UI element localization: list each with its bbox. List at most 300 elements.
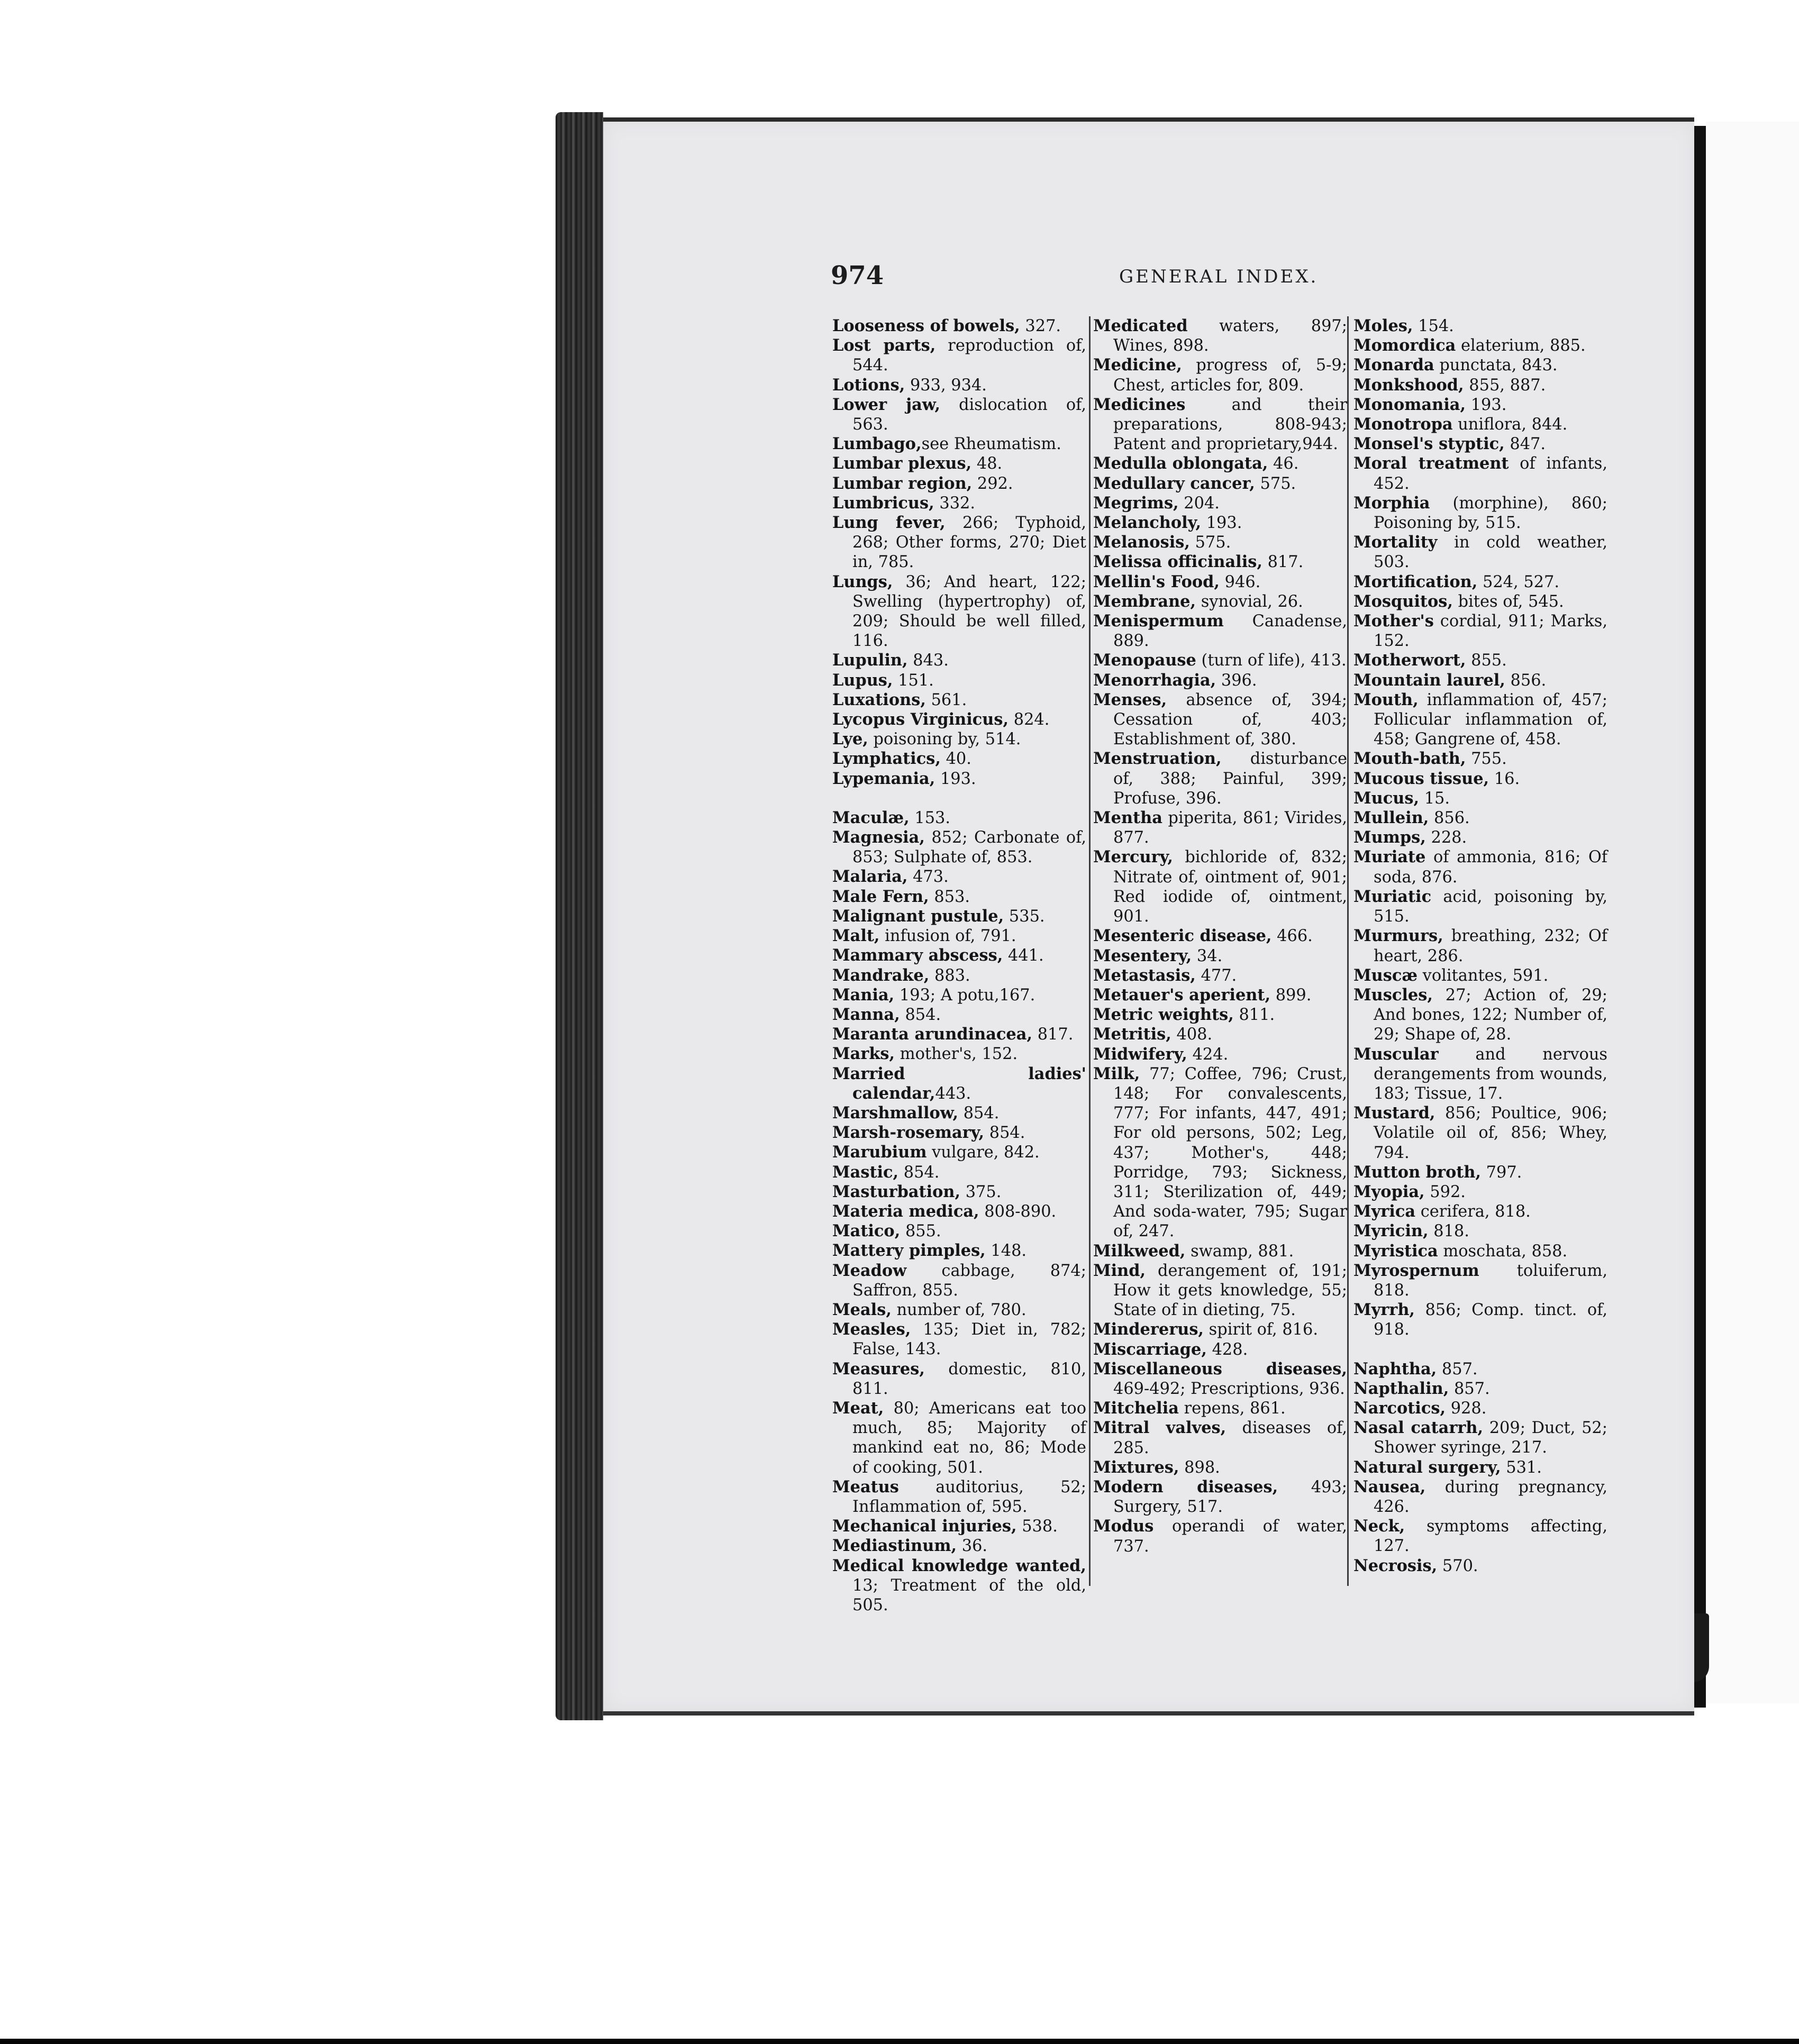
index-term: Lower jaw, xyxy=(832,395,941,414)
index-term: Mammary abscess, xyxy=(832,946,1003,965)
index-entry xyxy=(1353,1517,1607,1556)
index-entry xyxy=(1353,454,1607,493)
index-entry xyxy=(832,1044,1086,1064)
index-entry xyxy=(1353,749,1607,769)
index-references: see Rheumatism. xyxy=(921,435,1061,454)
index-references: acid, poisoning by, 515. xyxy=(1374,887,1607,926)
index-references: 469-492; Prescriptions, 936. xyxy=(1113,1379,1345,1398)
index-entry xyxy=(832,1163,1086,1182)
index-term: Muriate xyxy=(1353,847,1426,867)
index-term: Moral treatment xyxy=(1353,454,1509,473)
index-references: 13; Treatment of the old, 505. xyxy=(852,1576,1086,1614)
index-entry xyxy=(1353,592,1607,612)
index-entry xyxy=(832,572,1086,651)
index-entry xyxy=(1093,986,1347,1005)
index-entry xyxy=(832,513,1086,572)
index-entry xyxy=(1093,966,1347,986)
index-term: Mind, xyxy=(1093,1261,1146,1280)
index-entry xyxy=(832,1025,1086,1044)
index-term: Medullary cancer, xyxy=(1093,473,1255,493)
index-term: Modern diseases, xyxy=(1093,1477,1278,1496)
index-entry xyxy=(1353,1359,1607,1379)
index-references: 36. xyxy=(957,1537,988,1556)
index-references: number of, 780. xyxy=(891,1300,1026,1319)
index-references: 77; Coffee, 796; Crust, 148; For convalescents, 777; For infants, 447, 491; For old persons, 502; Leg, 437; Mother's, 448; Porridge, 793; Sickness, 311; Sterilization of, 449; And soda-water, 795; Sugar of, 247. xyxy=(1113,1064,1347,1241)
index-term: Mercury, xyxy=(1093,847,1173,867)
index-references: 561. xyxy=(925,690,967,709)
index-entry xyxy=(1093,1025,1347,1044)
index-term: Mellin's Food, xyxy=(1093,572,1220,591)
index-entry xyxy=(832,1064,1086,1103)
index-references: 396. xyxy=(1216,671,1257,690)
index-term: Lumbago, xyxy=(832,434,922,454)
index-references: inflammation of, 457; Follicular inflammation of, 458; Gangrene of, 458. xyxy=(1374,690,1607,749)
index-references: 266; Typhoid, 268; Other forms, 270; Diet in, 785. xyxy=(852,514,1086,572)
index-references: 946. xyxy=(1220,572,1261,591)
index-term: Menorrhagia, xyxy=(1093,670,1216,690)
index-entry xyxy=(1353,533,1607,572)
index-term: Lymphatics, xyxy=(832,749,941,769)
index-references: 855. xyxy=(1466,651,1507,670)
index-term: Mixtures, xyxy=(1093,1457,1179,1477)
index-entry xyxy=(1353,1202,1607,1221)
index-references: in cold weather, 503. xyxy=(1374,533,1607,572)
index-entry xyxy=(1093,395,1347,454)
index-entry xyxy=(832,1320,1086,1359)
index-entry xyxy=(1353,395,1607,415)
index-term: Miscellaneous diseases, xyxy=(1093,1359,1347,1379)
index-references: 48. xyxy=(971,454,1003,473)
index-entry xyxy=(1353,1477,1607,1517)
index-term: Luxations, xyxy=(832,690,926,709)
index-term: Lumbar plexus, xyxy=(832,454,972,473)
index-entry xyxy=(832,454,1086,473)
index-term: Muscles, xyxy=(1353,985,1433,1005)
index-term: Necrosis, xyxy=(1353,1556,1438,1575)
index-term: Mustard, xyxy=(1353,1103,1435,1123)
index-entry xyxy=(1093,572,1347,592)
index-entry xyxy=(1093,671,1347,690)
index-references: (morphine), 860; Poisoning by, 515. xyxy=(1374,494,1607,533)
index-term: Nasal catarrh, xyxy=(1353,1418,1484,1438)
index-term: Lungs, xyxy=(832,572,893,591)
index-references: 148. xyxy=(985,1242,1027,1261)
index-entry xyxy=(832,690,1086,710)
index-entry xyxy=(832,1182,1086,1202)
index-term: Malaria, xyxy=(832,867,908,887)
index-entry xyxy=(1353,572,1607,592)
index-references: punctata, 843. xyxy=(1434,356,1558,375)
index-term: Magnesia, xyxy=(832,828,925,847)
index-entry xyxy=(832,336,1086,375)
index-references: 535. xyxy=(1004,907,1045,926)
index-term: Metritis, xyxy=(1093,1025,1171,1044)
index-term: Mitral valves, xyxy=(1093,1418,1226,1438)
index-term: Nausea, xyxy=(1353,1477,1426,1496)
index-references: 797. xyxy=(1481,1163,1522,1182)
section-gap xyxy=(832,789,1086,808)
index-term: Meals, xyxy=(832,1300,892,1319)
index-references: domestic, 810, 811. xyxy=(852,1359,1086,1398)
running-head: GENERAL INDEX. xyxy=(1119,266,1319,287)
index-references: operandi of water, 737. xyxy=(1113,1517,1347,1556)
index-references: piperita, 861; Virides, 877. xyxy=(1113,809,1347,847)
index-entry xyxy=(1093,316,1347,355)
index-entry xyxy=(1093,533,1347,552)
index-term: Midwifery, xyxy=(1093,1044,1187,1064)
index-term: Muscæ xyxy=(1353,965,1418,985)
index-entry xyxy=(1353,690,1607,750)
index-references: breathing, 232; Of heart, 286. xyxy=(1374,927,1607,965)
index-references: during pregnancy, 426. xyxy=(1374,1477,1607,1516)
index-references: 857. xyxy=(1449,1379,1490,1398)
index-references: volitantes, 591. xyxy=(1417,966,1549,985)
index-references: 375. xyxy=(960,1182,1002,1201)
index-entry xyxy=(1353,769,1607,789)
index-entry xyxy=(1093,651,1347,670)
index-entry xyxy=(1353,1261,1607,1300)
index-entry xyxy=(832,376,1086,395)
index-entry xyxy=(832,986,1086,1005)
index-references: 854. xyxy=(984,1124,1025,1143)
index-entry xyxy=(1353,1045,1607,1104)
index-references: 466. xyxy=(1271,927,1313,946)
index-entry xyxy=(1353,847,1607,887)
index-term: Mitchelia xyxy=(1093,1399,1179,1418)
index-term: Milkweed, xyxy=(1093,1241,1186,1261)
index-entry xyxy=(1093,1242,1347,1261)
index-term: Materia medica, xyxy=(832,1201,979,1221)
index-term: Looseness of bowels, xyxy=(832,316,1020,335)
index-term: Malignant pustule, xyxy=(832,906,1004,926)
index-term: Marks, xyxy=(832,1044,895,1064)
index-references: 592. xyxy=(1424,1182,1466,1201)
index-entry xyxy=(1353,1242,1607,1261)
index-entry xyxy=(1353,789,1607,808)
index-references: 193. xyxy=(935,769,976,788)
index-term: Myopia, xyxy=(1353,1182,1425,1201)
index-entry xyxy=(832,907,1086,926)
index-references: (turn of life), 413. xyxy=(1196,651,1347,670)
index-term: Lung fever, xyxy=(832,513,946,533)
index-term: Menstruation, xyxy=(1093,749,1222,769)
index-term: Maculæ, xyxy=(832,808,910,827)
index-entry xyxy=(832,1241,1086,1261)
index-entry xyxy=(832,710,1086,729)
index-references: spirit of, 816. xyxy=(1204,1320,1319,1339)
index-term: Monarda xyxy=(1353,355,1434,375)
index-term: Mother's xyxy=(1353,612,1434,631)
index-entry xyxy=(832,651,1086,670)
index-term: Mentha xyxy=(1093,808,1162,828)
index-references: auditorius, 52; Inflammation of, 595. xyxy=(852,1477,1086,1516)
index-references: 818. xyxy=(1428,1222,1469,1241)
index-entry xyxy=(832,1005,1086,1025)
index-term: Mindererus, xyxy=(1093,1320,1204,1339)
index-references: 575. xyxy=(1189,533,1231,552)
index-term: Metric weights, xyxy=(1093,1005,1234,1025)
index-references: 135; Diet in, 782; False, 143. xyxy=(852,1320,1086,1359)
index-references: 36; And heart, 122; Swelling (hypertrophy) of, 209; Should be well filled, 116. xyxy=(852,572,1086,651)
index-term: Modus xyxy=(1093,1517,1154,1536)
index-references: 928. xyxy=(1446,1399,1487,1418)
index-entry xyxy=(1353,966,1607,986)
index-term: Narcotics, xyxy=(1353,1398,1446,1418)
index-references: 852; Carbonate of, 853; Sulphate of, 853. xyxy=(852,828,1086,867)
index-entry xyxy=(1093,494,1347,513)
index-references: 443. xyxy=(935,1084,971,1103)
index-entry xyxy=(832,1399,1086,1477)
index-term: Milk, xyxy=(1093,1064,1140,1083)
index-term: Mutton broth, xyxy=(1353,1162,1482,1182)
column-rule xyxy=(1089,316,1091,1586)
index-references: repens, 861. xyxy=(1178,1399,1286,1418)
index-references: 883. xyxy=(929,966,970,985)
index-term: Monkshood, xyxy=(1353,375,1464,395)
index-term: Mediastinum, xyxy=(832,1536,957,1556)
index-entry xyxy=(832,946,1086,965)
index-entry xyxy=(1093,355,1347,395)
index-references: 193; A potu,167. xyxy=(894,986,1035,1005)
index-term: Myrospernum xyxy=(1353,1261,1479,1280)
index-references: disturbance of, 388; Painful, 399; Profuse, 396. xyxy=(1113,750,1347,808)
index-term: Mesentery, xyxy=(1093,946,1192,965)
index-term: Married ladies' calendar, xyxy=(832,1064,1086,1103)
index-entry xyxy=(1353,1103,1607,1163)
index-entry xyxy=(1353,1556,1607,1576)
index-entry xyxy=(1353,612,1607,651)
index-entry xyxy=(1093,1261,1347,1320)
index-references: uniflora, 844. xyxy=(1452,415,1568,434)
index-entry xyxy=(1093,1340,1347,1359)
index-references: reproduction of, 544. xyxy=(852,336,1086,375)
index-entry xyxy=(832,395,1086,434)
index-entry xyxy=(1093,808,1347,847)
index-term: Mouth-bath, xyxy=(1353,749,1466,769)
index-term: Mouth, xyxy=(1353,690,1419,709)
index-term: Male Fern, xyxy=(832,887,929,906)
index-term: Lupus, xyxy=(832,670,893,690)
index-term: Mumps, xyxy=(1353,828,1426,847)
index-entry xyxy=(1093,1005,1347,1025)
index-entry xyxy=(1093,1418,1347,1457)
page-number: 974 xyxy=(831,261,884,290)
index-entry xyxy=(1353,1379,1607,1399)
index-term: Mechanical injuries, xyxy=(832,1517,1017,1536)
index-references: waters, 897; Wines, 898. xyxy=(1113,317,1347,355)
index-entry xyxy=(1093,454,1347,473)
index-term: Momordica xyxy=(1353,336,1456,355)
index-references: symptoms affecting, 127. xyxy=(1374,1517,1607,1556)
index-entry xyxy=(1353,1182,1607,1202)
index-entry xyxy=(832,926,1086,946)
index-entry xyxy=(832,1103,1086,1123)
index-entry xyxy=(832,1359,1086,1399)
index-entry xyxy=(1353,1300,1607,1339)
index-term: Melanosis, xyxy=(1093,533,1190,552)
index-references: 853. xyxy=(929,887,970,906)
index-entry xyxy=(1093,513,1347,533)
index-entry xyxy=(832,671,1086,690)
column-rule xyxy=(1347,316,1349,1586)
index-entry xyxy=(832,1221,1086,1241)
index-references: 524, 527. xyxy=(1477,572,1559,591)
index-references: 811. xyxy=(1233,1006,1275,1025)
index-entry xyxy=(1093,552,1347,572)
index-term: Metastasis, xyxy=(1093,965,1196,985)
index-references: 40. xyxy=(940,750,971,769)
index-entry xyxy=(832,769,1086,789)
index-references: 151. xyxy=(893,671,934,690)
index-entry xyxy=(1353,808,1607,828)
index-entry xyxy=(832,434,1086,454)
index-references: and nervous derangements from wounds, 183; Tissue, 17. xyxy=(1374,1045,1607,1103)
index-term: Lumbricus, xyxy=(832,493,934,513)
index-references: and their preparations, 808-943; Patent and proprietary,944. xyxy=(1113,395,1347,454)
index-term: Lye, xyxy=(832,729,868,749)
index-references: 16. xyxy=(1489,769,1520,788)
index-term: Meat, xyxy=(832,1398,884,1418)
index-term: Medulla oblongata, xyxy=(1093,454,1268,473)
index-term: Metauer's aperient, xyxy=(1093,985,1271,1005)
index-term: Menses, xyxy=(1093,690,1167,709)
index-references: moschata, 858. xyxy=(1438,1242,1568,1261)
index-references: 857. xyxy=(1437,1359,1478,1379)
index-term: Napthalin, xyxy=(1353,1379,1449,1398)
index-references: progress of, 5-9; Chest, articles for, 809. xyxy=(1113,356,1347,395)
index-entry xyxy=(1353,651,1607,670)
index-term: Lotions, xyxy=(832,375,905,395)
index-references: of ammonia, 816; Of soda, 876. xyxy=(1374,848,1607,887)
index-term: Mastic, xyxy=(832,1162,899,1182)
index-term: Mesenteric disease, xyxy=(1093,926,1272,946)
index-entry xyxy=(832,494,1086,513)
book-page-edges xyxy=(556,112,603,1720)
index-term: Naphtha, xyxy=(1353,1359,1437,1379)
index-term: Medicated xyxy=(1093,316,1188,335)
index-term: Measles, xyxy=(832,1320,911,1339)
index-entry xyxy=(1093,749,1347,808)
index-references: toluiferum, 818. xyxy=(1374,1261,1607,1300)
index-term: Medicine, xyxy=(1093,355,1182,375)
index-references: 531. xyxy=(1501,1458,1542,1477)
index-term: Motherwort, xyxy=(1353,651,1466,670)
index-references: 755. xyxy=(1466,750,1507,769)
index-entry xyxy=(1093,1458,1347,1477)
index-references: 847. xyxy=(1504,435,1546,454)
index-entry xyxy=(1093,946,1347,966)
index-term: Maranta arundinacea, xyxy=(832,1025,1033,1044)
index-term: Marsh-rosemary, xyxy=(832,1123,985,1143)
index-term: Measures, xyxy=(832,1359,925,1379)
index-references: cerifera, 818. xyxy=(1415,1202,1531,1221)
index-references: bichloride of, 832; Nitrate of, ointment of, 901; Red iodide of, ointment, 901. xyxy=(1113,848,1347,926)
index-references: 856; Comp. tinct. of, 918. xyxy=(1374,1301,1607,1339)
index-entry xyxy=(832,966,1086,986)
index-references: 408. xyxy=(1171,1025,1213,1044)
index-term: Lumbar region, xyxy=(832,473,973,493)
index-references: 332. xyxy=(934,494,976,513)
index-term: Meadow xyxy=(832,1261,907,1280)
index-term: Mortality xyxy=(1353,533,1438,552)
index-references: of infants, 452. xyxy=(1374,454,1607,493)
index-term: Manna, xyxy=(832,1005,900,1024)
index-term: Myrica xyxy=(1353,1202,1416,1221)
index-term: Myristica xyxy=(1353,1241,1438,1261)
index-entry xyxy=(832,1517,1086,1536)
index-term: Mortification, xyxy=(1353,572,1478,591)
index-term: Mosquitos, xyxy=(1353,591,1453,611)
section-gap xyxy=(1353,1340,1607,1359)
index-entry xyxy=(1353,434,1607,454)
index-references: elaterium, 885. xyxy=(1456,336,1586,355)
index-entry xyxy=(1353,986,1607,1045)
index-entry xyxy=(1093,1477,1347,1517)
index-references: absence of, 394; Cessation of, 403; Establishment of, 380. xyxy=(1113,690,1347,749)
index-references: 575. xyxy=(1255,474,1296,493)
index-entry xyxy=(832,1123,1086,1143)
index-term: Lost parts, xyxy=(832,336,936,355)
index-entry xyxy=(1353,355,1607,375)
index-entry xyxy=(832,1477,1086,1517)
index-references: diseases of, 285. xyxy=(1113,1419,1347,1457)
index-references: 817. xyxy=(1032,1025,1074,1044)
index-column-3 xyxy=(1353,316,1607,1576)
index-term: Medicines xyxy=(1093,395,1186,414)
index-references: 855, 887. xyxy=(1464,376,1546,395)
index-term: Menopause xyxy=(1093,651,1196,670)
index-entry xyxy=(1353,336,1607,355)
index-term: Megrims, xyxy=(1093,493,1179,513)
index-term: Lupulin, xyxy=(832,651,908,670)
index-term: Moles, xyxy=(1353,316,1413,335)
index-entry xyxy=(1093,1359,1347,1399)
index-entry xyxy=(832,1143,1086,1162)
index-term: Matico, xyxy=(832,1221,901,1241)
index-entry xyxy=(1353,1163,1607,1182)
index-references: 473. xyxy=(907,868,949,887)
index-references: 899. xyxy=(1270,986,1312,1005)
index-references: 477. xyxy=(1195,966,1237,985)
index-column-1 xyxy=(832,316,1086,1615)
scan-border xyxy=(0,2039,1799,2044)
index-entry xyxy=(1353,926,1607,965)
index-references: 46. xyxy=(1268,454,1299,473)
index-references: 228. xyxy=(1425,828,1467,847)
index-references: 808-890. xyxy=(979,1202,1057,1221)
index-term: Muscular xyxy=(1353,1044,1439,1064)
index-entry xyxy=(1353,671,1607,690)
index-entry xyxy=(1353,1399,1607,1418)
index-references: 843. xyxy=(907,651,949,670)
index-references: 80; Americans eat too much, 85; Majority of mankind eat no, 86; Mode of cooking, 501. xyxy=(852,1399,1086,1477)
index-entry xyxy=(832,729,1086,749)
index-term: Melissa officinalis, xyxy=(1093,552,1262,572)
index-entry xyxy=(832,1300,1086,1320)
index-entry xyxy=(1353,316,1607,336)
index-entry xyxy=(1353,415,1607,434)
index-references: 193. xyxy=(1201,514,1242,533)
index-references: 817. xyxy=(1262,553,1304,572)
index-entry xyxy=(832,887,1086,907)
index-references: derangement of, 191; How it gets knowledge, 55; State of in dieting, 75. xyxy=(1113,1261,1347,1320)
index-term: Miscarriage, xyxy=(1093,1339,1207,1359)
index-entry xyxy=(1093,926,1347,946)
page-header xyxy=(831,261,1677,293)
index-references: 493; Surgery, 517. xyxy=(1113,1477,1347,1517)
index-references: 441. xyxy=(1003,946,1044,965)
index-term: Mandrake, xyxy=(832,965,930,985)
